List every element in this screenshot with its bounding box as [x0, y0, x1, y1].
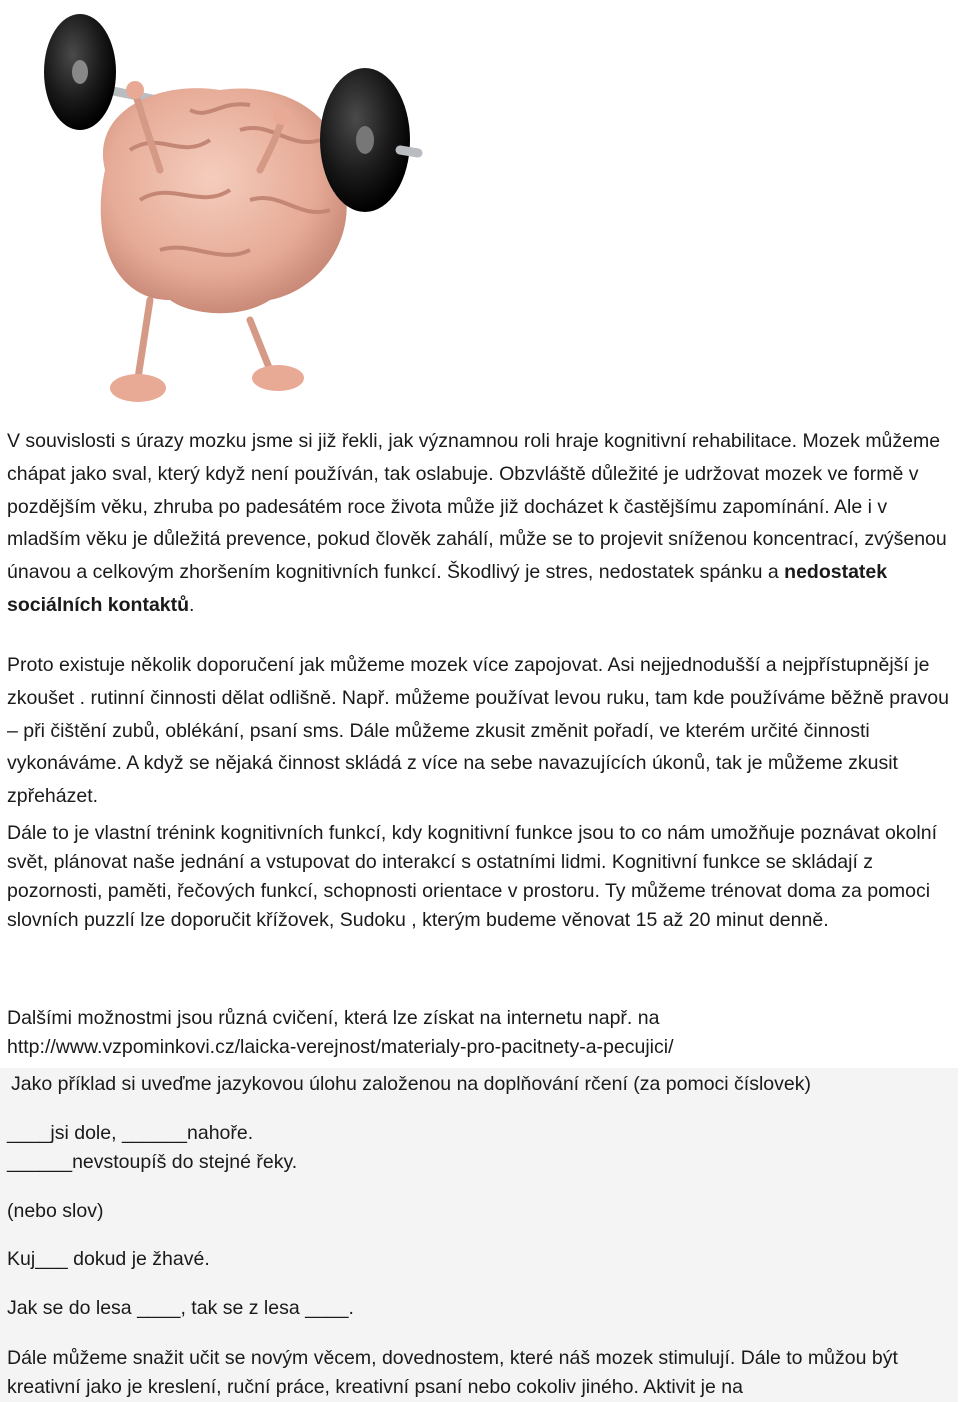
- paragraph-intro-end: .: [189, 593, 195, 616]
- exercise-line-1: [7, 1122, 253, 1145]
- exercise-text: nevstoupíš do stejné řeky.: [72, 1151, 298, 1173]
- exercise-line-4: [7, 1297, 354, 1320]
- paragraph-internet-resources: [7, 1004, 952, 1062]
- paragraph-new-skills: Dále můžeme snažit učit se novým věcem, dovednostem, které náš mozek stimulují. Dále to můžou být kreativní jako je kreslení, ruční práce, kreativní psaní nebo cokoliv jiného. Aktivit je na: [7, 1347, 898, 1398]
- exercise-line-3: [7, 1248, 210, 1271]
- exercise-text: nahoře.: [187, 1122, 254, 1144]
- blank: ___: [35, 1248, 68, 1270]
- exercise-text: jsi dole,: [50, 1122, 122, 1144]
- exercise-line-2: [7, 1151, 297, 1174]
- paragraph-cognitive-training: Dále to je vlastní trénink kognitivních funkcí, kdy kognitivní funkce jsou to co nám umožňuje poznávat okolní svět, plánovat naše jednání a vstupovat do interakcí s ostatními lidmi. Kognitivní funkce se skládají z pozornosti, paměti, řečových funkcí, schopnosti orientace v prostoru. Ty můžeme trénovat doma za pomoci slovních puzzlí lze doporučit křížovek, Sudoku , kterým budeme věnovat 15 až 20 minut denně.: [7, 822, 938, 931]
- exercise-text: , tak se z lesa: [180, 1297, 306, 1319]
- blank: ______: [121, 1122, 188, 1144]
- exercise-text: dokud je žhavé.: [67, 1248, 210, 1270]
- resource-url-link[interactable]: http://www.vzpominkovi.cz/laicka-verejnost/materialy-pro-pacitnety-a-pecujici/: [7, 1036, 674, 1058]
- brain-barbell-illustration: [20, 0, 440, 410]
- exercise-intro: Jako příklad si uveďme jazykovou úlohu založenou na doplňování rčení (za pomoci číslovek): [11, 1073, 811, 1095]
- exercise-text: Jak se do lesa: [7, 1297, 138, 1319]
- internet-resources-text: Dalšími možnostmi jsou různá cvičení, která lze získat na internetu např. na: [7, 1007, 660, 1029]
- exercise-text: Kuj: [7, 1248, 36, 1270]
- blank: ____: [7, 1122, 51, 1144]
- blank: ______: [7, 1151, 73, 1173]
- exercise-text: .: [348, 1297, 354, 1319]
- paragraph-intro: [7, 425, 952, 622]
- blank: ____: [305, 1297, 349, 1319]
- emphasis-social-contacts: nedostatek sociálních kontaktů: [7, 561, 888, 616]
- blank: ____: [137, 1297, 181, 1319]
- exercise-alt-label: (nebo slov): [7, 1200, 104, 1222]
- paragraph-recommendations: Proto existuje několik doporučení jak můžeme mozek více zapojovat. Asi nejjednodušší a nejpřístupnější je zkoušet . rutinní činnosti dělat odlišně. Např. můžeme používat levou ruku, tam kde používáme běžně pravou – při čištění zubů, oblékání, psaní sms. Dále můžeme zkusit změnit pořadí, ve kterém určité činnosti vykonáváme. A když se nějaká činnost skládá z více na sebe navazujících úkonů, tak je můžeme zkusit zpřeházet.: [7, 654, 949, 808]
- paragraph-intro-text: V souvislosti s úrazy mozku jsme si již řekli, jak významnou roli hraje kognitivní rehabilitace. Mozek můžeme chápat jako sval, který když není používán, tak oslabuje. Obzvláště důležité je udržovat mozek ve formě v pozdějším věku, zhruba po padesátém roce života může již docházet k častějšímu zapomínání. Ale i v mladším věku je důležitá prevence, pokud člověk zahálí, může se to projevit sníženou koncentrací, zvýšenou únavou a celkovým zhoršením kognitivních funkcí. Škodlivý je stres, nedostatek spánku a: [7, 430, 947, 584]
